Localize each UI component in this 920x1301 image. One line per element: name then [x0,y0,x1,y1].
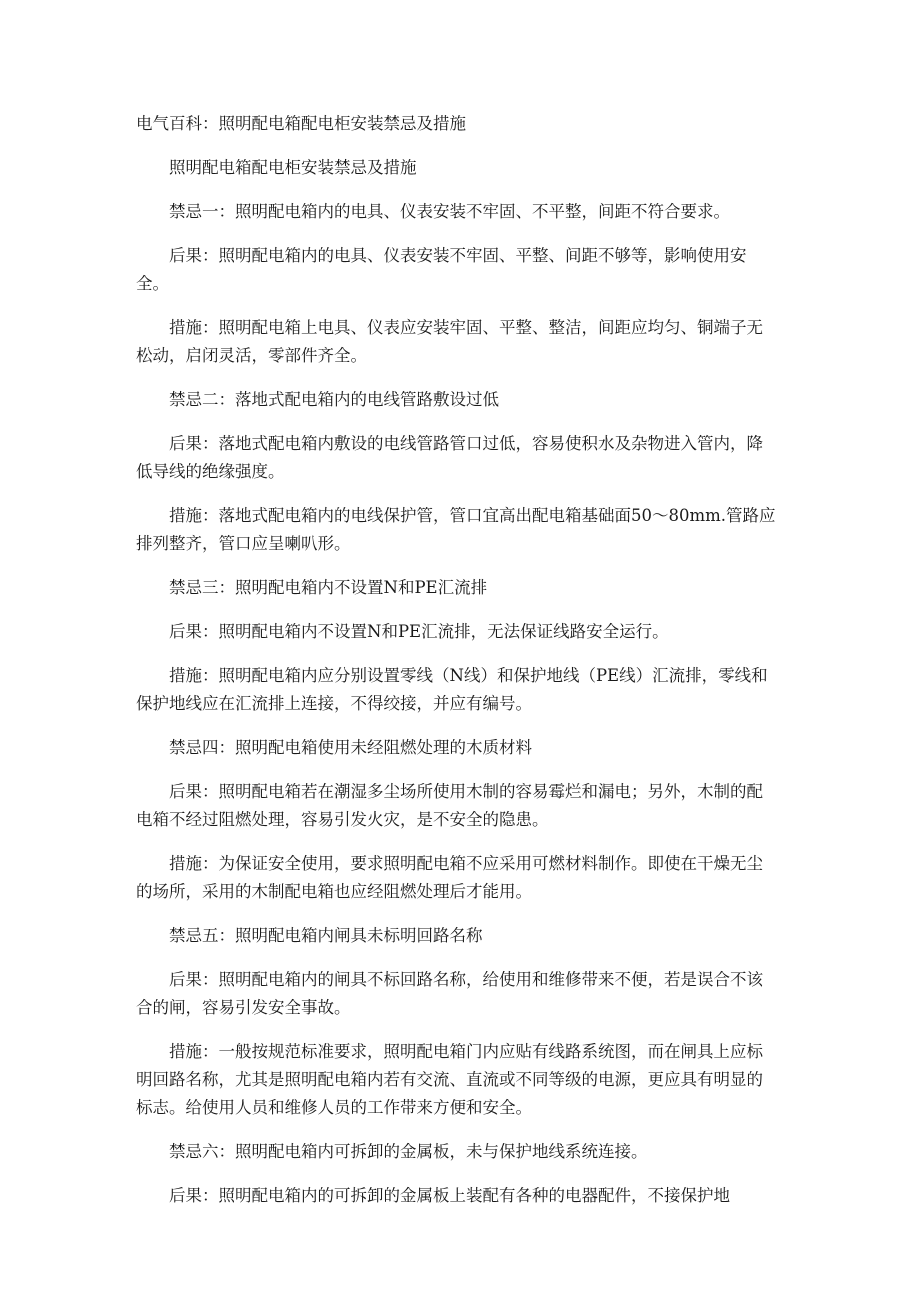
taboo-3-consequence: 后果：照明配电箱内不设置N和PE汇流排，无法保证线路安全运行。 [169,622,669,641]
taboo-5-measure: 措施：一般按规范标准要求，照明配电箱门内应贴有线路系统图，而在闸具上应标明回路名称，尤其是照明配电箱内若有交流、直流或不同等级的电源，更应具有明显的标志。给使用人员和维修人员的工作带来方便和安全。 [136,1042,763,1117]
document-page [136,110,776,1226]
taboo-1-measure: 措施：照明配电箱上电具、仪表应安装牢固、平整、整洁，间距应均匀、铜端子无松动，启闭灵活，零部件齐全。 [136,318,763,365]
taboo-6-consequence: 后果：照明配电箱内的可拆卸的金属板上装配有各种的电器配件，不接保护地 [169,1186,730,1205]
taboo-5-consequence: 后果：照明配电箱内的闸具不标回路名称，给使用和维修带来不便，若是误合不该合的闸，容易引发安全事故。 [136,970,763,1017]
taboo-1-consequence: 后果：照明配电箱内的电具、仪表安装不牢固、平整、间距不够等，影响使用安全。 [136,246,747,293]
subtitle-paragraph: 照明配电箱配电柜安装禁忌及措施 [169,158,417,177]
document-title: 电气百科：照明配电箱配电柜安装禁忌及措施 [136,114,466,133]
taboo-4-heading: 禁忌四：照明配电箱使用未经阻燃处理的木质材料 [169,738,532,757]
taboo-2-consequence: 后果：落地式配电箱内敷设的电线管路管口过低，容易使积水及杂物进入管内，降低导线的绝缘强度。 [136,434,763,481]
taboo-1-heading: 禁忌一：照明配电箱内的电具、仪表安装不牢固、不平整，间距不符合要求。 [169,202,730,221]
taboo-4-consequence: 后果：照明配电箱若在潮湿多尘场所使用木制的容易霉烂和漏电；另外，木制的配电箱不经过阻燃处理，容易引发火灾，是不安全的隐患。 [136,782,763,829]
taboo-2-measure: 措施：落地式配电箱内的电线保护管，管口宜高出配电箱基础面50～80mm.管路应排列整齐，管口应呈喇叭形。 [136,506,776,553]
taboo-4-measure: 措施：为保证安全使用，要求照明配电箱不应采用可燃材料制作。即使在干燥无尘的场所，采用的木制配电箱也应经阻燃处理后才能用。 [136,854,763,901]
taboo-5-heading: 禁忌五：照明配电箱内闸具未标明回路名称 [169,926,483,945]
taboo-2-heading: 禁忌二：落地式配电箱内的电线管路敷设过低 [169,390,499,409]
taboo-6-heading: 禁忌六：照明配电箱内可拆卸的金属板，未与保护地线系统连接。 [169,1142,648,1161]
taboo-3-measure: 措施：照明配电箱内应分别设置零线（N线）和保护地线（PE线）汇流排，零线和保护地线应在汇流排上连接，不得绞接，并应有编号。 [136,666,768,713]
taboo-3-heading: 禁忌三：照明配电箱内不设置N和PE汇流排 [169,578,488,597]
